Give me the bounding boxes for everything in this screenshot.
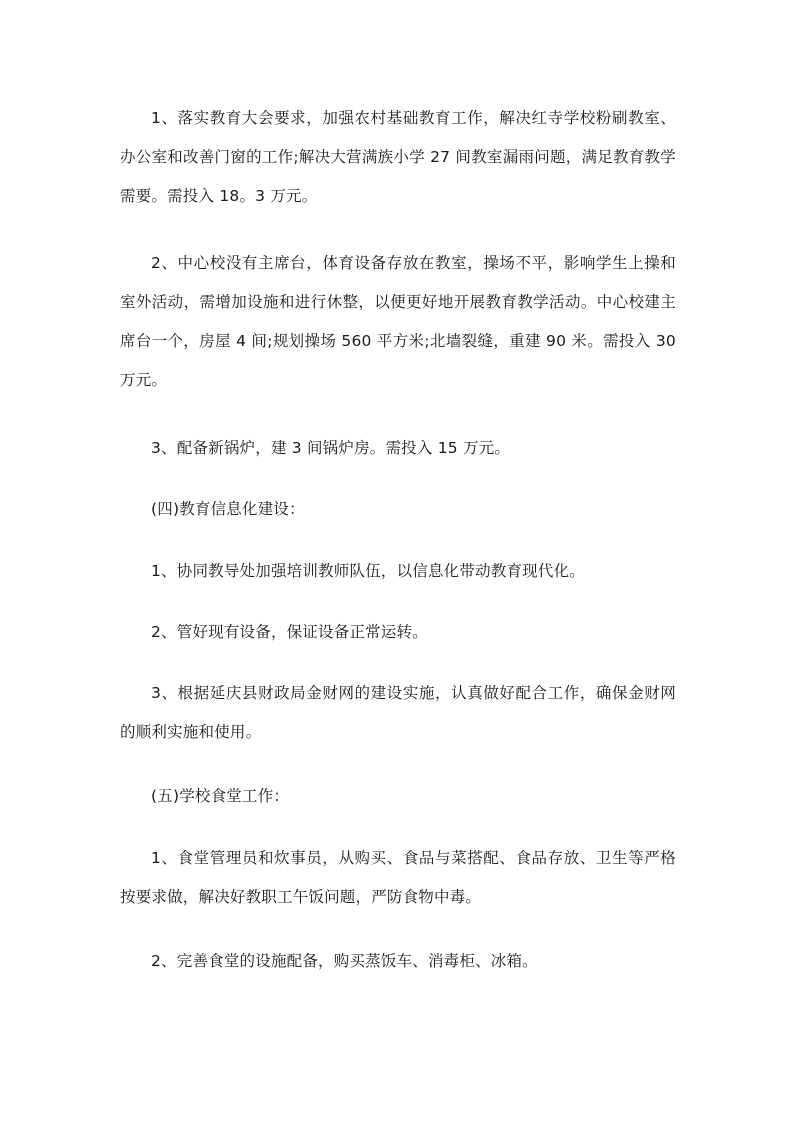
section-heading-informatization: (四)教育信息化建设：	[151, 500, 305, 518]
paragraph-item-1-renovation: 1、落实教育大会要求，加强农村基础教育工作，解决红寺学校粉刷教室、办公室和改善门窗的工作;解决大营满族小学 27 间教室漏雨问题，满足教育教学需要。需投入 18。3 万元。	[120, 109, 676, 205]
paragraph-item-2-equipment: 2、管好现有设备，保证设备正常运转。	[151, 623, 428, 641]
section-heading-canteen: (五)学校食堂工作：	[151, 787, 290, 805]
paragraph-item-1-canteen-staff: 1、食堂管理员和炊事员，从购买、食品与菜搭配、食品存放、卫生等严格按要求做，解决好教职工午饭问题，严防食物中毒。	[120, 849, 676, 906]
paragraph-item-1-training: 1、协同教导处加强培训教师队伍，以信息化带动教育现代化。	[151, 562, 585, 580]
paragraph-item-3-finance-network: 3、根据延庆县财政局金财网的建设实施，认真做好配合工作，确保金财网的顺利实施和使用。	[120, 684, 676, 741]
paragraph-item-3-boiler: 3、配备新锅炉，建 3 间锅炉房。需投入 15 万元。	[151, 439, 511, 457]
paragraph-item-2-rostrum: 2、中心校没有主席台，体育设备存放在教室，操场不平，影响学生上操和室外活动，需增加设施和进行休整，以便更好地开展教育教学活动。中心校建主席台一个，房屋 4 间;规划操场 560 平方米;北墙裂缝，重建 90 米。需投入 30 万元。	[120, 254, 676, 389]
paragraph-item-2-canteen-facilities: 2、完善食堂的设施配备，购买蒸饭车、消毒柜、冰箱。	[151, 952, 538, 970]
